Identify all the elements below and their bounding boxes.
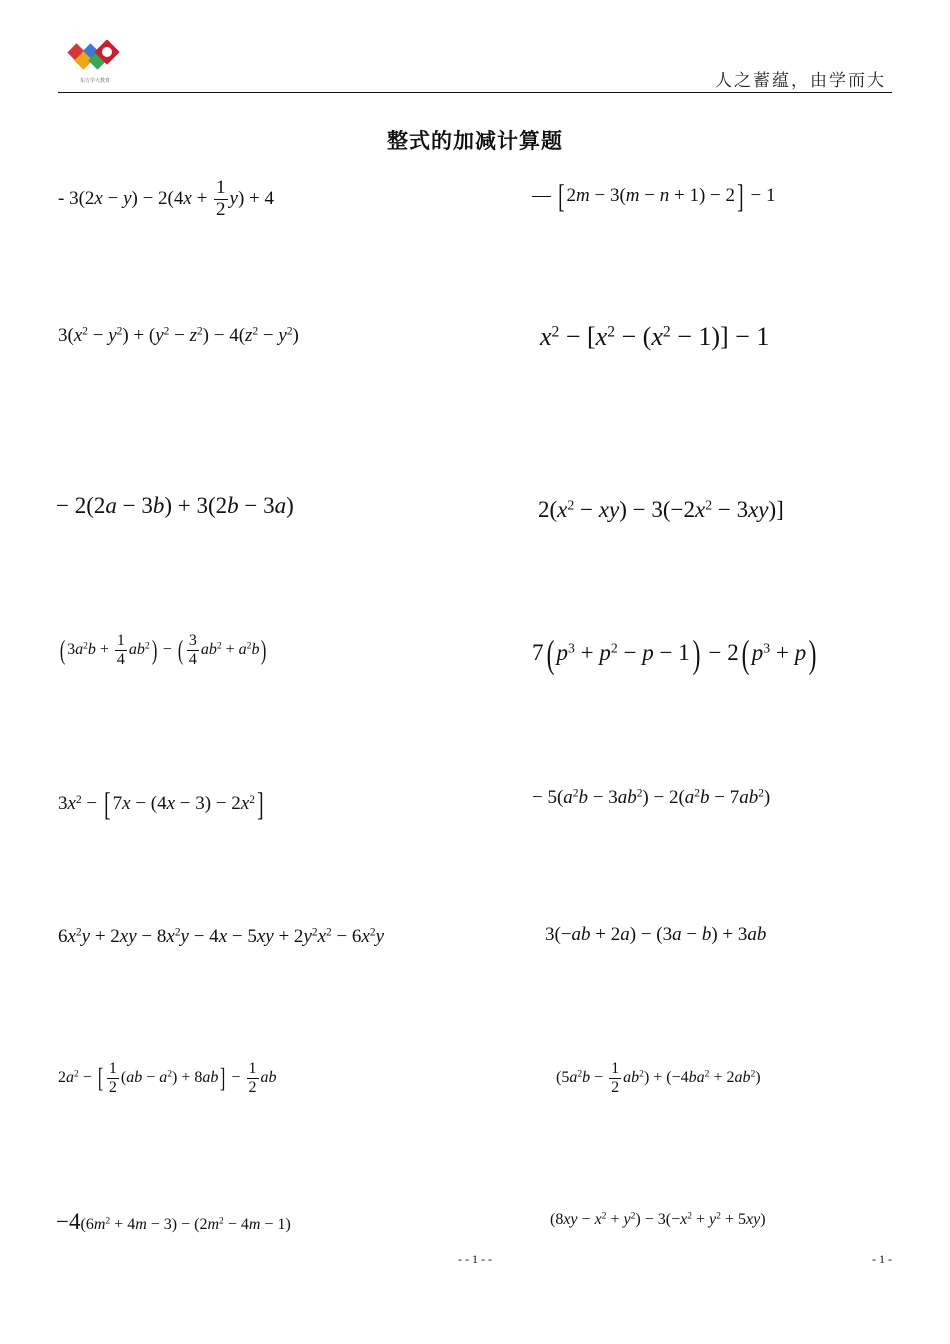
expression-16: $(8xy - x^2 + y^2) - 3(-x^2 + y^2 + 5xy)$ xyxy=(550,1210,766,1228)
expression-3: $3(x^2 - y^2) + (y^2 - z^2) - 4(z^2 - y^2)$ xyxy=(58,325,299,346)
expression-9: $3x^2$ − [ $7x - (4x - 3) - 2x^2$] xyxy=(58,786,264,822)
logo-caption: 东方学大教育 xyxy=(79,78,110,84)
expression-1: - 3(2x − y) − 2(4x + $\frac{1}{2}$ y) + 4 xyxy=(58,177,275,220)
header-divider xyxy=(58,92,892,93)
expression-13: $2a^2$ − [ $\frac{1}{2}$ $(ab - a^2) + 8ab$] − $\frac{1}{2}$ ab xyxy=(58,1060,277,1096)
expression-4: $x^2 - [x^2 - (x^2 - 1)] - 1$ xyxy=(540,322,770,351)
expression-6: $2(x^2 - xy) - 3(-2x^2 - 3xy)$] xyxy=(538,497,784,522)
page-number-center: - - 1 - - xyxy=(458,1252,492,1266)
expression-12: 3(−ab + 2a) − (3a − b) + 3ab xyxy=(545,924,767,945)
page-number-right: - 1 - xyxy=(872,1252,892,1266)
expression-10: − $5(a^2b - 3ab^2) - 2(a^2b - 7ab^2)$ xyxy=(532,787,771,808)
logo-icon xyxy=(62,40,126,80)
expression-7: ( $3a^2b$ + $\frac{1}{4}$ $ab^2$) − ( $\frac{3}{4}$ $ab^2 + a^2b$) xyxy=(59,632,267,668)
expression-14: ($5a^2b$ − $\frac{1}{2}$ $ab^2) + (-4ba^2 + 2ab^2)$ xyxy=(556,1060,761,1096)
expression-11: $6x^2y + 2xy - 8x^2y - 4x - 5xy + 2y^2x^2 - 6x^2y$ xyxy=(58,926,385,947)
expression-8: 7( $p^3 + p^2 - p - 1) - 2$( $p^3 + p$) xyxy=(532,633,817,676)
header-slogan: 人之蓄蕴，由学而大 xyxy=(715,71,886,91)
expression-5: − 2(2a − 3b) + 3(2b − 3a) xyxy=(56,493,294,518)
expression-15: $-4(6m^2 + 4m - 3) - (2m^2 - 4m - 1)$ xyxy=(56,1209,291,1234)
expression-2: — [ 2m − 3(m − n + 1) − 2] − 1 xyxy=(532,178,776,214)
page-title: 整式的加减计算题 xyxy=(387,129,563,153)
